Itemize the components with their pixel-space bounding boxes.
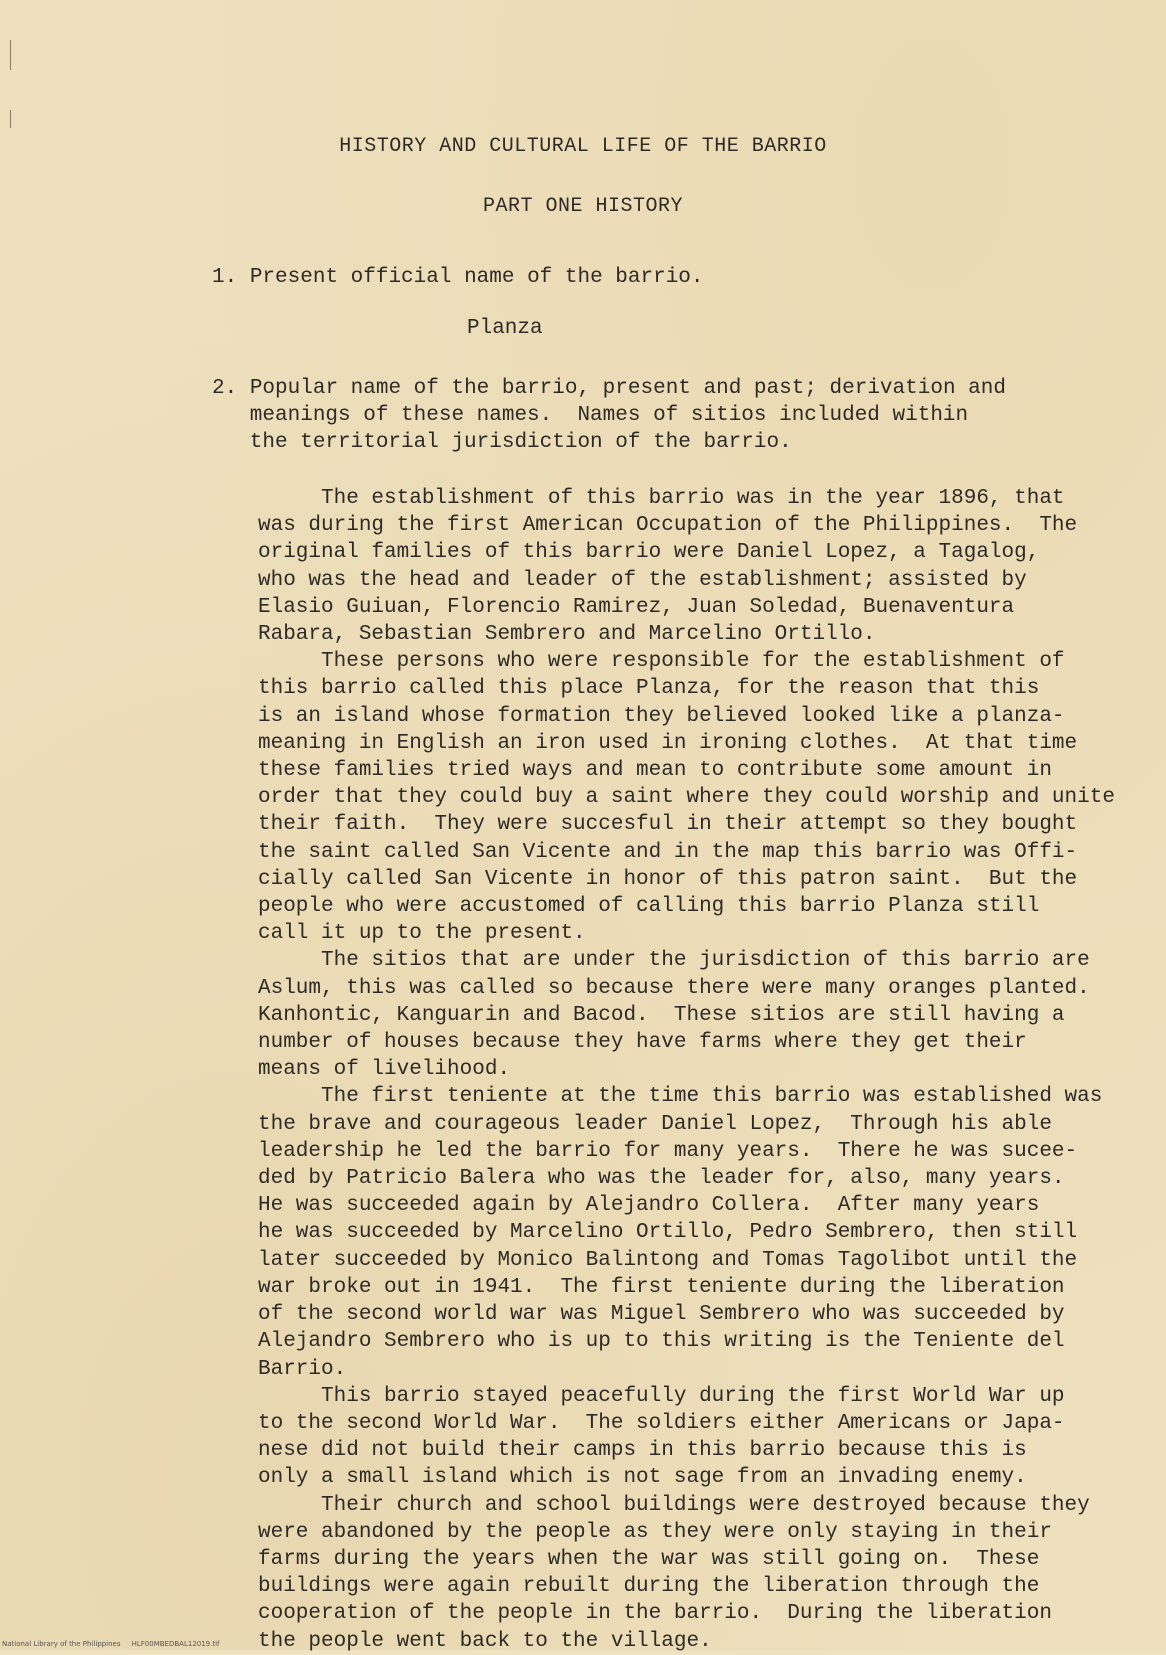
body-line: Their church and school buildings were destroyed because they <box>258 1493 1090 1517</box>
question-number: 2. <box>212 377 238 400</box>
body-line: leadership he led the barrio for many years. There he was sucee- <box>258 1139 1078 1163</box>
body-line: The sitios that are under the jurisdiction of this barrio are <box>258 949 1090 973</box>
body-line: Aslum, this was called so because there were many oranges planted. <box>258 976 1090 1000</box>
edge-mark <box>10 40 11 70</box>
body-line: later succeeded by Monico Balintong and Tomas Tagolibot until the <box>258 1248 1078 1272</box>
question-line: meanings of these names. Names of sitios included within <box>212 404 969 427</box>
body-line: Alejandro Sembrero who is up to this writing is the Teniente del <box>258 1330 1065 1354</box>
body-line: the brave and courageous leader Daniel Lopez, Through his able <box>258 1112 1052 1136</box>
footer-caption: National Library of the Philippines HLF00MBEDBAL12019.tif <box>2 1640 220 1648</box>
body-line: were abandoned by the people as they were only staying in their <box>258 1520 1052 1544</box>
body-line: their faith. They were succesful in their attempt so they bought <box>258 813 1078 837</box>
question-text: Present official name of the barrio. <box>249 266 704 289</box>
body-line: to the second World War. The soldiers either Americans or Japa- <box>258 1411 1065 1435</box>
body-line: meaning in English an iron used in ironing clothes. At that time <box>258 731 1078 755</box>
body-line: This barrio stayed peacefully during the first World War up <box>258 1384 1065 1408</box>
body-line: of the second world war was Miguel Sembrero who was succeeded by <box>258 1303 1065 1327</box>
question-line: the territorial jurisdiction of the barrio. <box>212 431 792 454</box>
body-line: Rabara, Sebastian Sembrero and Marcelino Ortillo. <box>258 623 876 647</box>
body-line: Barrio. <box>258 1357 347 1381</box>
body-line: only a small island which is not sage from an invading enemy. <box>258 1466 1027 1490</box>
body-line: people who were accustomed of calling this barrio Planza still <box>258 895 1040 919</box>
body-line: who was the head and leader of the establishment; assisted by <box>258 568 1027 592</box>
body-line: call it up to the present. <box>258 922 586 946</box>
body-line: The establishment of this barrio was in the year 1896, that <box>258 487 1065 510</box>
body-line: farms during the years when the war was still going on. These <box>258 1547 1040 1571</box>
question-1-answer: Planza <box>467 317 543 340</box>
question-number: 1. <box>212 266 238 289</box>
body-line: Elasio Guiuan, Florencio Ramirez, Juan Soledad, Buenaventura <box>258 595 1015 619</box>
question-line: Popular name of the barrio, present and past; derivation and <box>249 377 1006 400</box>
body-line: order that they could buy a saint where they could worship and unite <box>258 786 1115 810</box>
question-2 <box>212 375 1006 456</box>
body-line: These persons who were responsible for the establishment of <box>258 650 1065 674</box>
body-line: war broke out in 1941. The first teniente during the liberation <box>258 1275 1065 1299</box>
body-line: ded by Patricio Balera who was the leader for, also, many years. <box>258 1167 1065 1191</box>
body-line: the people went back to the village. <box>258 1629 712 1653</box>
body-line: Kanhontic, Kanguarin and Bacod. These sitios are still having a <box>258 1003 1065 1027</box>
body-line: the saint called San Vicente and in the map this barrio was Offi- <box>258 840 1078 864</box>
body-text <box>258 485 1115 1655</box>
document-title: HISTORY AND CULTURAL LIFE OF THE BARRIO <box>339 135 827 158</box>
body-line: means of livelihood. <box>258 1058 511 1082</box>
body-line: cially called San Vicente in honor of this patron saint. But the <box>258 867 1078 891</box>
body-line: He was succeeded again by Alejandro Collera. After many years <box>258 1194 1040 1218</box>
body-line: nese did not build their camps in this barrio because this is <box>258 1439 1027 1463</box>
document-subtitle: PART ONE HISTORY <box>482 195 684 218</box>
body-line: cooperation of the people in the barrio. During the liberation <box>258 1602 1052 1626</box>
question-1 <box>212 264 704 291</box>
body-line: original families of this barrio were Daniel Lopez, a Tagalog, <box>258 541 1040 565</box>
edge-mark <box>10 110 11 128</box>
body-line: this barrio called this place Planza, for the reason that this <box>258 677 1040 701</box>
body-line: was during the first American Occupation of the Philippines. The <box>258 514 1078 538</box>
body-line: he was succeeded by Marcelino Ortillo, Pedro Sembrero, then still <box>258 1221 1078 1245</box>
body-line: these families tried ways and mean to contribute some amount in <box>258 759 1052 783</box>
body-line: is an island whose formation they believed looked like a planza- <box>258 704 1065 728</box>
body-line: number of houses because they have farms where they get their <box>258 1031 1027 1055</box>
body-line: The first teniente at the time this barrio was established was <box>258 1085 1103 1109</box>
body-line: buildings were again rebuilt during the liberation through the <box>258 1575 1040 1599</box>
